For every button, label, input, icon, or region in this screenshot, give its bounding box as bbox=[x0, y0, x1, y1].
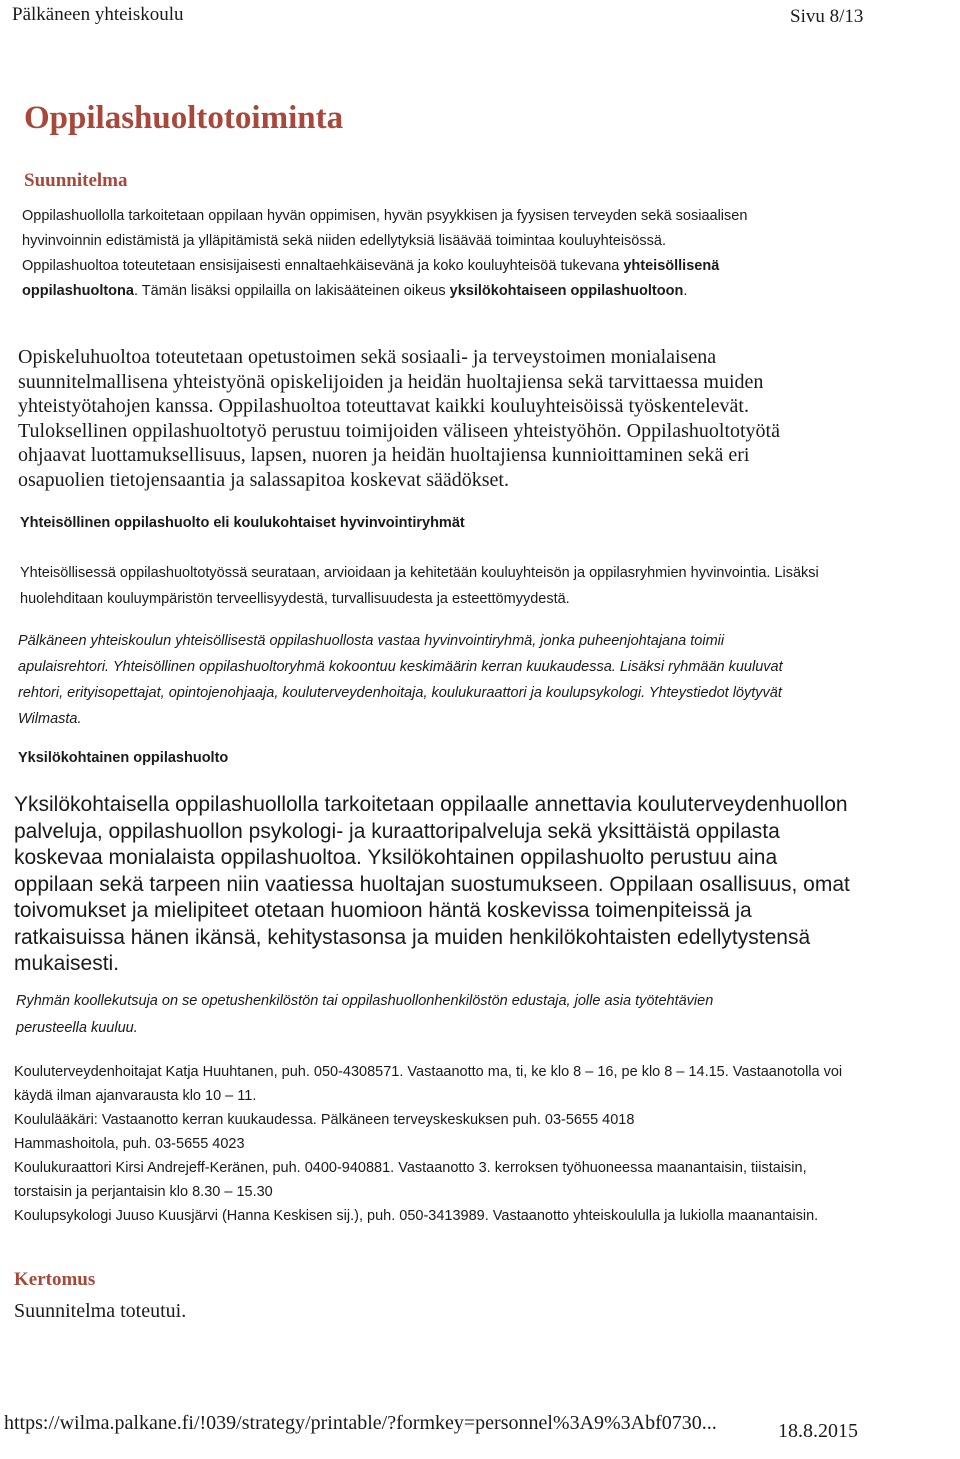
result-text: Suunnitelma toteutui. bbox=[14, 1300, 187, 1322]
text-span: Oppilashuoltoa toteutetaan ensisijaisesti ennaltaehkäisevänä ja koko kouluyhteisöä tukevana bbox=[22, 258, 624, 274]
individual-heading: Yksilökohtainen oppilashuolto bbox=[18, 750, 229, 766]
footer-date: 18.8.2015 bbox=[778, 1420, 858, 1442]
text-span: . Tämän lisäksi oppilailla on lakisääteinen oikeus bbox=[133, 283, 450, 299]
communal-heading: Yhteisöllinen oppilashuolto eli koulukohtaiset hyvinvointiryhmät bbox=[20, 515, 465, 531]
contact-doctor: Koululääkäri: Vastaanotto kerran kuukaudessa. Pälkäneen terveyskeskuksen puh. 03-5655 4018 bbox=[14, 1112, 635, 1128]
plan-paragraph-3: Opiskeluhuoltoa toteutetaan opetustoimen sekä sosiaali- ja terveystoimen monialaisena suunnitelmallisena yhteistyönä opiskelijoiden ja heidän huoltajiensa sekä tarvittaessa muiden yhteistyötahojen kanssa. Oppilashuoltoa toteuttavat kaikki kouluyhteisöissä työskentelevät. Tuloksellinen oppilashuoltotyö perustuu toimijoiden väliseen yhteistyöhön. Oppilashuoltotyötä ohjaavat luottamuksellisuus, lapsen, nuoren ja heidän huoltajiensa kunnioittaminen sekä eri osapuolien tietojensaantia ja salassapitoa koskevat säädökset. bbox=[18, 346, 780, 491]
communal-paragraph-1: Yhteisöllisessä oppilashuoltotyössä seurataan, arvioidaan ja kehitetään kouluyhteisön ja oppilasryhmien hyvinvointia. Lisäksi huolehditaan kouluympäristön terveellisyydestä, turvallisuudesta ja esteettömyydestä. bbox=[20, 565, 819, 607]
individual-paragraph-1: Yksilökohtaisella oppilashuollolla tarkoitetaan oppilaalle annettavia kouluterveydenhuollon palveluja, oppilashuollon psykologi- ja kuraattoripalveluja sekä yksittäistä oppilasta koskevaa monialaista oppilashuoltoa. Yksilökohtainen oppilashuolto perustuu aina oppilaan sekä tarpeen niin vaatiessa huoltajan suostumukseen. Oppilaan osallisuus, omat toivomukset ja mielipiteet otetaan huomioon häntä koskevissa toimenpiteissä ja ratkaisuissa hänen ikänsä, kehitystasonsa ja muiden henkilökohtaisten edellytystensä mukaisesti. bbox=[14, 793, 850, 975]
contact-dental: Hammashoitola, puh. 03-5655 4023 bbox=[14, 1136, 245, 1152]
school-name: Pälkäneen yhteiskoulu bbox=[12, 4, 184, 25]
contact-nurse: Kouluterveydenhoitajat Katja Huuhtanen, puh. 050-4308571. Vastaanotto ma, ti, ke klo 8 – 16, pe klo 8 – 14.15. Vastaanotolla voi käydä ilman ajanvarausta klo 10 – 11. bbox=[14, 1064, 843, 1104]
plan-paragraph-1: Oppilashuollolla tarkoitetaan oppilaan hyvän oppimisen, hyvän psyykkisen ja fyysisen terveyden sekä sosiaalisen hyvinvoinnin edistämistä ja ylläpitämistä sekä niiden edellytyksiä lisäävää toimintaa kouluyhteisössä. bbox=[22, 208, 748, 249]
footer-url: https://wilma.palkane.fi/!039/strategy/printable/?formkey=personnel%3A9%3Abf0730... bbox=[4, 1412, 717, 1434]
individual-paragraph-2: Ryhmän koollekutsuja on se opetushenkilöstön tai oppilashuollonhenkilöstön edustaja, jolle asia työtehtävien perusteella kuuluu. bbox=[16, 993, 714, 1036]
bold-term-individual: yksilökohtaiseen oppilashuoltoon bbox=[449, 283, 684, 299]
result-heading: Kertomus bbox=[14, 1269, 96, 1290]
communal-paragraph-2: Pälkäneen yhteiskoulun yhteisöllisestä oppilashuollosta vastaa hyvinvointiryhmä, jonka puheenjohtajana toimii apulaisrehtori. Yhteisöllinen oppilashuoltoryhmä kokoontuu keskimäärin kerran kuukaudessa. Lisäksi ryhmään kuuluvat rehtori, erityisopettajat, opintojenohjaaja, kouluterveydenhoitaja, koulukuraattori ja koulupsykologi. Yhteystiedot löytyvät Wilmasta. bbox=[18, 633, 783, 727]
page-title: Oppilashuoltotoiminta bbox=[24, 100, 344, 136]
contact-psychologist: Koulupsykologi Juuso Kuusjärvi (Hanna Keskisen sij.), puh. 050-3413989. Vastaanotto yhteiskoululla ja lukiolla maanantaisin. bbox=[14, 1208, 819, 1224]
plan-heading: Suunnitelma bbox=[24, 170, 128, 191]
contact-list bbox=[14, 1060, 844, 1228]
page-number: Sivu 8/13 bbox=[790, 6, 864, 27]
contact-curator: Koulukuraattori Kirsi Andrejeff-Keränen, puh. 0400-940881. Vastaanotto 3. kerroksen työhuoneessa maanantaisin, tiistaisin, torstaisin ja perjantaisin klo 8.30 – 15.30 bbox=[14, 1160, 807, 1200]
text-span: . bbox=[683, 283, 688, 299]
bold-term-communal: yhteisöllisenä oppilashuoltona bbox=[22, 258, 720, 299]
plan-intro bbox=[22, 204, 822, 304]
plan-paragraph-2 bbox=[22, 254, 822, 304]
